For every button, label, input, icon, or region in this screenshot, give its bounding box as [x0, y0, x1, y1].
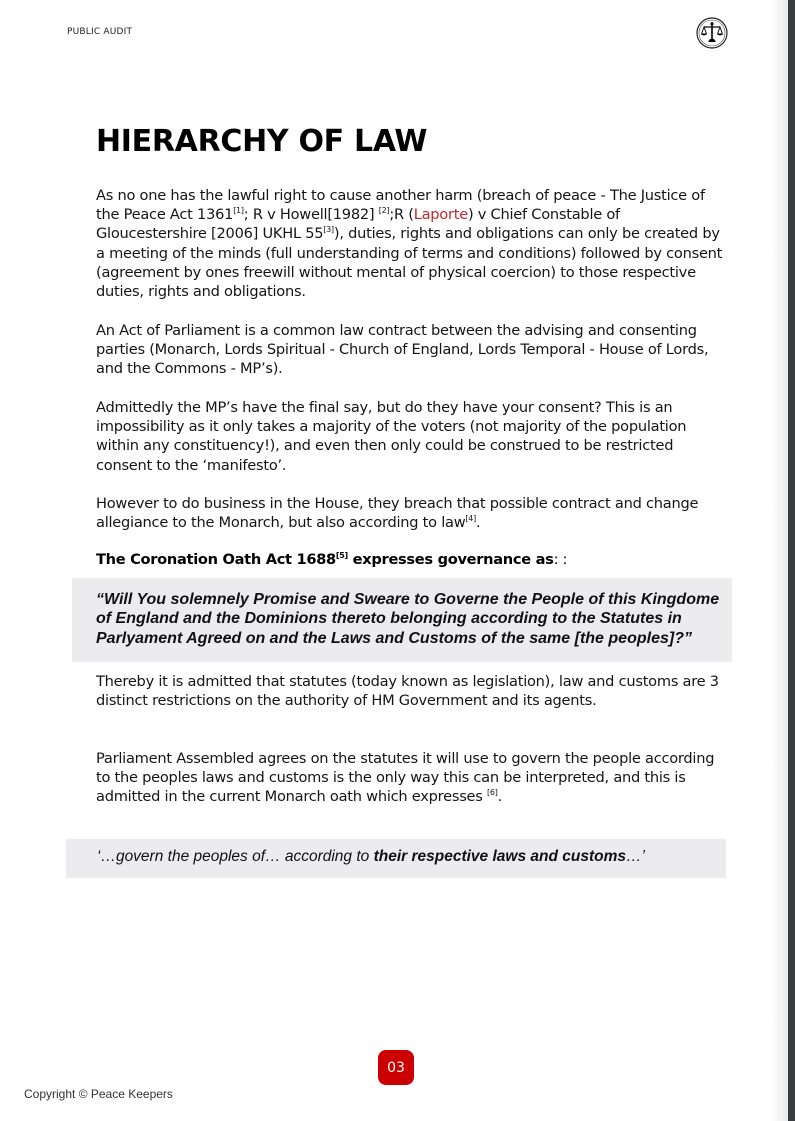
paragraph-text: Parliament Assembled agrees on the statutes it will use to govern the people according to the peoples laws and customs is the only way this can be interpreted, and this is admitted in the current Monarch oath which expresses	[96, 750, 715, 806]
quote-text: …’	[625, 848, 645, 865]
footnote-ref-2[interactable]: [2]	[378, 206, 390, 216]
paragraph-text: However to do business in the House, they breach that possible contract and change allegiance to the Monarch, but also according to law	[96, 495, 699, 532]
paragraph-text: .	[476, 514, 481, 532]
page-title: HIERARCHY OF LAW	[96, 124, 428, 159]
copyright-notice: Copyright © Peace Keepers	[24, 1087, 173, 1101]
paragraph-text: ), duties, rights and obligations can only be created by a meeting of the minds (full understanding of terms and conditions) followed by consent (agreement by ones freewill without mental of physical coercion) to those respective duties, rights and obligations.	[96, 225, 723, 301]
paragraph-act-of-parliament: An Act of Parliament is a common law contract between the advising and consenting parties (Monarch, Lords Spiritual - Church of England, Lords Temporal - House of Lords, and the Commons - MP’s).	[96, 322, 709, 378]
monarch-oath-quote-box	[66, 839, 726, 878]
coronation-oath-quote-box	[72, 578, 732, 662]
coronation-oath-quote: “Will You solemnely Promise and Sweare to Governe the People of this Kingdome of England and the Dominions thereto belonging according to the Statutes in Parlyament Agreed on and the Laws and Customs of the same [the peoples]?”	[96, 591, 720, 647]
paragraph-allegiance	[96, 494, 726, 532]
paragraph-text: ) v Chief Constable of Gloucestershire [2006] UKHL 55	[96, 206, 620, 243]
paragraph-text: ; R v Howell[1982]	[243, 206, 379, 224]
footnote-ref-5[interactable]: [5]	[335, 551, 348, 560]
scales-of-justice-icon	[696, 17, 728, 49]
subheading-suffix: : :	[553, 551, 568, 568]
paragraph-text: .	[497, 788, 502, 806]
subheading-text: expresses governance as	[347, 551, 554, 568]
header-label: PUBLIC AUDIT	[67, 27, 133, 37]
paragraph-mp-consent: Admittedly the MP’s have the final say, but do they have your consent? This is an impossibility as it only takes a majority of the voters (not majority of the population within any constituency!), and even then only could be construed to be restricted consent to the ‘manifesto’.	[96, 399, 687, 474]
paragraph-text: As no one has the lawful right to cause another harm (breach of peace - The Justice of the Peace Act 1361	[96, 187, 705, 224]
quote-text: ‘…govern the peoples of… according to	[97, 848, 374, 865]
paragraph-breach-of-peace	[96, 186, 726, 301]
page-edge-shadow	[770, 0, 788, 1121]
viewer-scrollbar-edge[interactable]	[788, 0, 795, 1121]
footnote-ref-4[interactable]: [4]	[465, 514, 476, 524]
footnote-ref-6[interactable]: [6]	[487, 788, 498, 798]
footnote-ref-1[interactable]: [1]	[233, 206, 244, 216]
laporte-link[interactable]: Laporte	[413, 206, 468, 224]
footnote-ref-3[interactable]: [3]	[323, 225, 334, 235]
subheading-text: The Coronation Oath Act 1688	[96, 551, 336, 568]
coronation-oath-subheading	[96, 551, 567, 568]
quote-emphasis: their respective laws and customs	[373, 848, 626, 865]
paragraph-three-restrictions: Thereby it is admitted that statutes (today known as legislation), law and customs are 3 distinct restrictions on the authority of HM Government and its agents.	[96, 673, 719, 710]
monarch-oath-quote	[97, 847, 645, 866]
page-number-badge: 03	[378, 1050, 414, 1085]
paragraph-parliament-assembled	[96, 749, 726, 807]
paragraph-text: ;R (	[389, 206, 414, 224]
